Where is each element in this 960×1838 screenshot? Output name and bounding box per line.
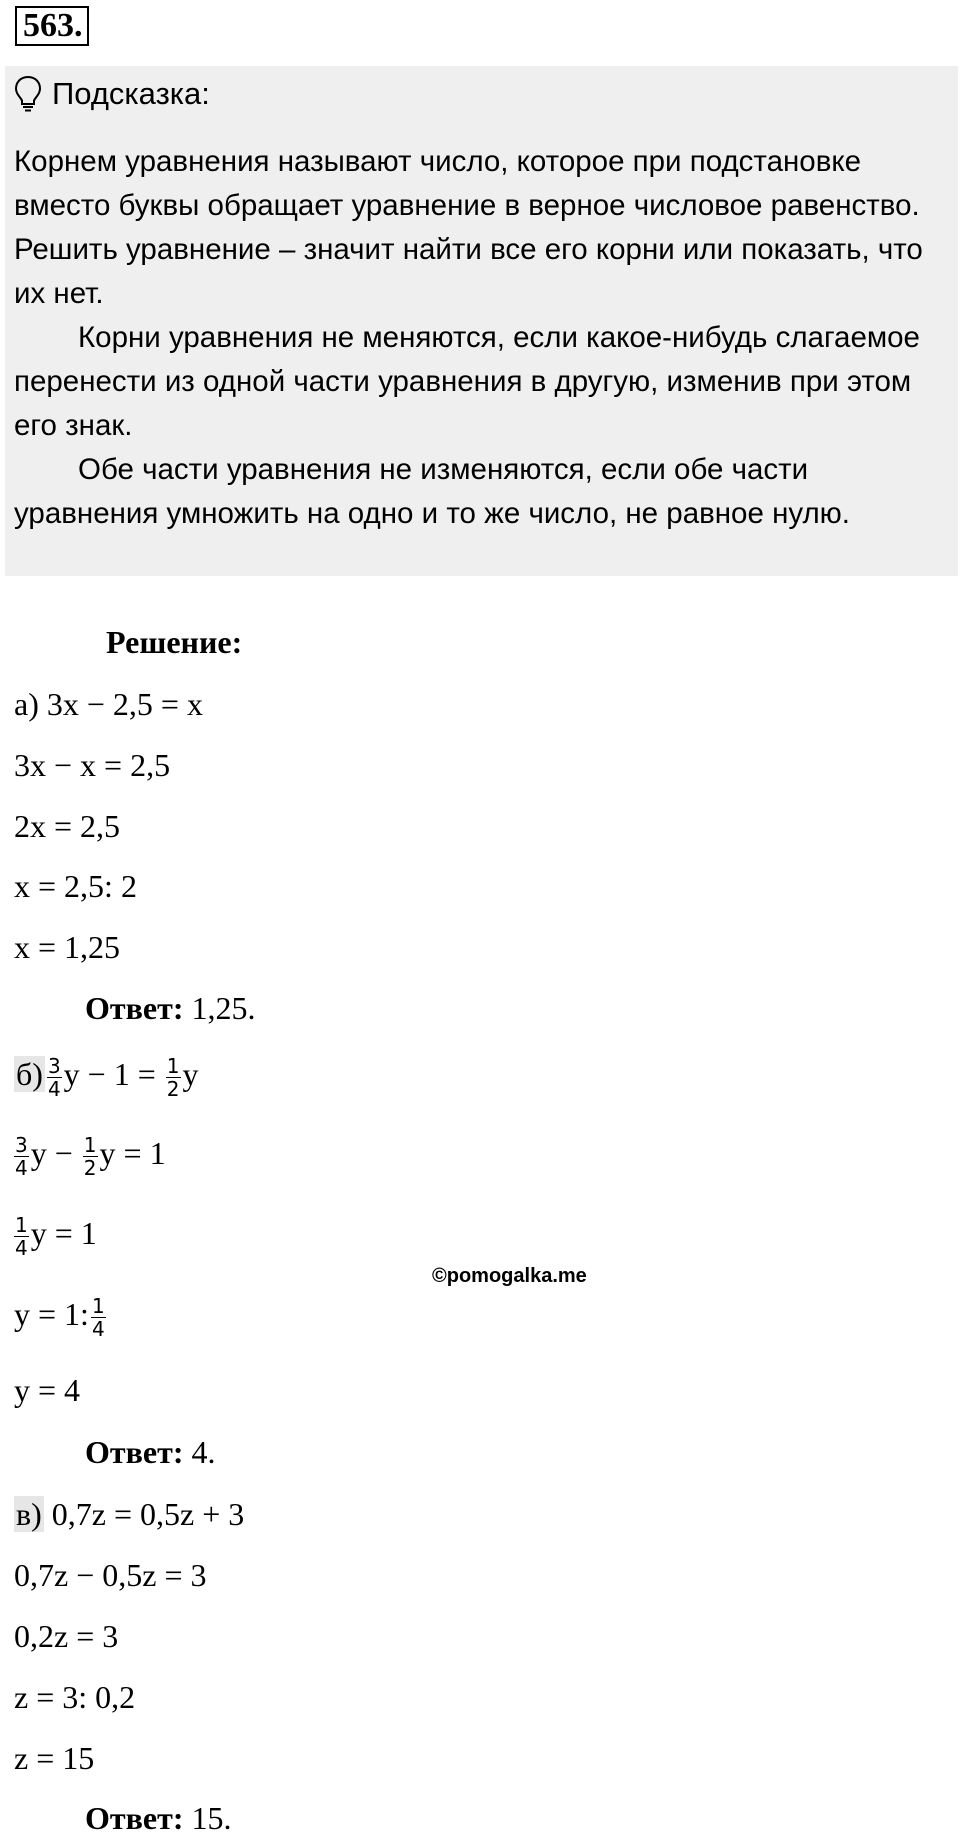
watermark: ©pomogalka.me bbox=[432, 1265, 587, 1287]
equation-part: y = 1 bbox=[30, 1215, 97, 1251]
equation: 0,2z = 3 bbox=[14, 1618, 119, 1654]
equation: 3x − x = 2,5 bbox=[14, 747, 171, 783]
answer-c bbox=[85, 1798, 231, 1838]
answer-a bbox=[85, 988, 255, 1028]
fraction: $\frac{3}{4}$ bbox=[15, 1133, 28, 1181]
equation bbox=[14, 1133, 166, 1179]
answer-value: 1,25. bbox=[191, 990, 256, 1026]
equation-part: y − 1 = bbox=[63, 1056, 156, 1092]
fraction: $\frac{1}{2}$ bbox=[83, 1133, 97, 1181]
hint-title bbox=[14, 74, 210, 114]
problem-number: 563. bbox=[15, 6, 89, 46]
fraction: $\frac{3}{4}$ bbox=[47, 1054, 61, 1102]
hint-body bbox=[14, 140, 954, 536]
equation bbox=[14, 1294, 108, 1340]
answer-b bbox=[85, 1432, 215, 1472]
equation: z = 15 bbox=[14, 1740, 95, 1776]
equation: x = 2,5: 2 bbox=[14, 868, 137, 904]
equation: x = 1,25 bbox=[14, 929, 121, 965]
hint-paragraph: Корнем уравнения называют число, которое при подстановке вместо буквы обращает уравнение в верное числовое равенство. bbox=[14, 145, 920, 222]
equation: 0,7z − 0,5z = 3 bbox=[14, 1557, 207, 1593]
answer-value: 4. bbox=[191, 1434, 216, 1470]
part-a-label: а) bbox=[14, 686, 39, 722]
equation-part: y − bbox=[30, 1135, 73, 1171]
hint-title-text: Подсказка: bbox=[52, 76, 210, 111]
equation: 0,7z = 0,5z + 3 bbox=[51, 1496, 245, 1532]
part-b-label: б) bbox=[16, 1056, 43, 1092]
equation-part: y = 1 bbox=[99, 1135, 166, 1171]
fraction: $\frac{1}{2}$ bbox=[166, 1054, 180, 1102]
equation: 2x = 2,5 bbox=[14, 808, 121, 844]
part-c-label: в) bbox=[16, 1496, 42, 1532]
part-a-line bbox=[14, 684, 203, 724]
part-c-line bbox=[14, 1494, 244, 1534]
hint-paragraph: Обе части уравнения не изменяются, если обе части уравнения умножить на одно и то же число, не равное нулю. bbox=[14, 453, 850, 530]
fraction: $\frac{1}{4}$ bbox=[15, 1213, 28, 1261]
equation: z = 3: 0,2 bbox=[14, 1679, 136, 1715]
hint-paragraph: Решить уравнение – значит найти все его корни или показать, что их нет. bbox=[14, 233, 923, 310]
hint-paragraph: Корни уравнения не меняются, если какое-нибудь слагаемое перенести из одной части уравнения в другую, изменив при этом его знак. bbox=[14, 321, 920, 442]
equation bbox=[14, 1213, 97, 1259]
equation: 3x − 2,5 = x bbox=[46, 686, 203, 722]
part-b-line bbox=[14, 1054, 199, 1100]
answer-value: 15. bbox=[191, 1800, 232, 1836]
solution-heading: Решение: bbox=[106, 624, 243, 660]
equation-part: y bbox=[182, 1056, 199, 1092]
equation: y = 4 bbox=[14, 1372, 81, 1408]
fraction: $\frac{1}{4}$ bbox=[91, 1294, 105, 1342]
lightbulb-icon bbox=[14, 75, 42, 113]
answer-label: Ответ: bbox=[85, 1434, 184, 1470]
equation-part: y = 1: bbox=[14, 1296, 89, 1332]
answer-label: Ответ: bbox=[85, 1800, 184, 1836]
answer-label: Ответ: bbox=[85, 990, 184, 1026]
